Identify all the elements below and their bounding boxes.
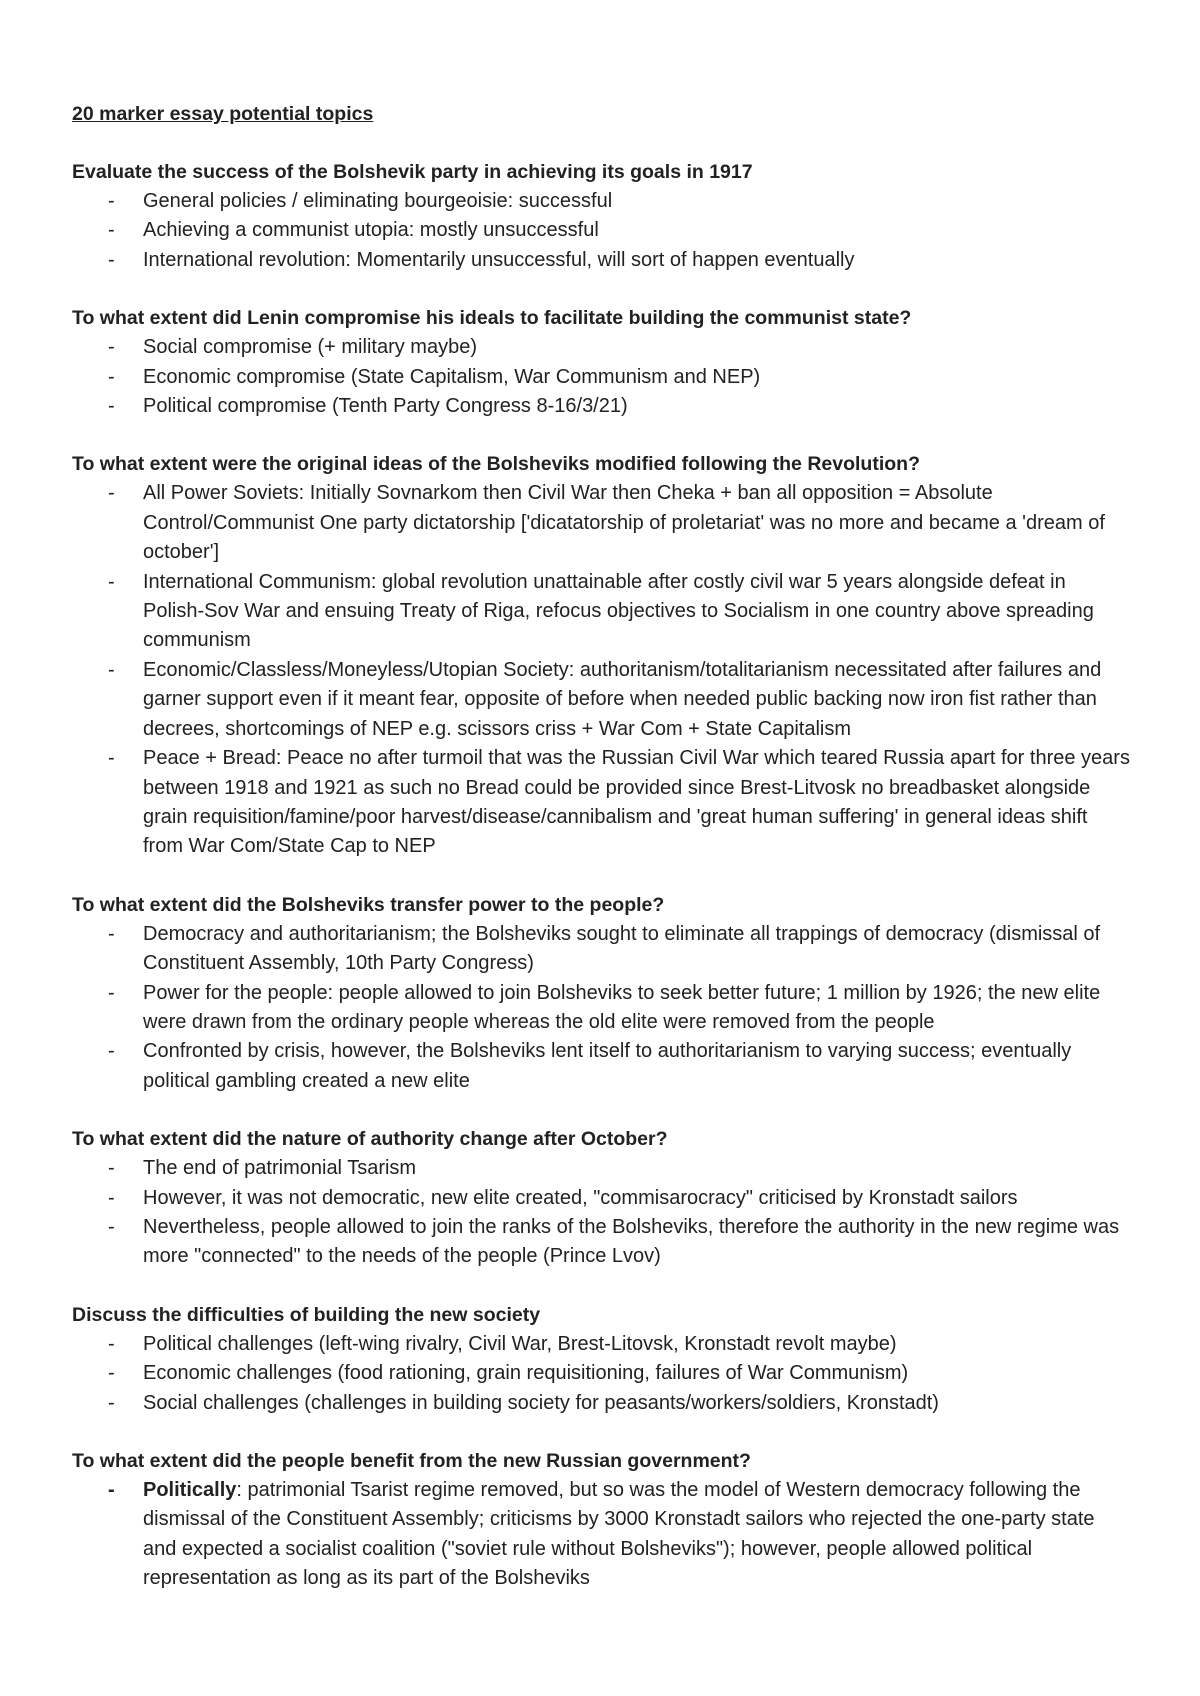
list-item xyxy=(72,363,1132,392)
list-item xyxy=(72,1476,1132,1594)
list-item xyxy=(72,1389,1132,1418)
essay-question-heading: Discuss the difficulties of building the new society xyxy=(72,1303,541,1326)
essay-topic-section xyxy=(72,1125,1132,1272)
bullet-list xyxy=(72,1476,1132,1594)
dash-bullet-icon: - xyxy=(108,1157,115,1180)
list-item-text: International Communism: global revolution unattainable after costly civil war 5 years alongside defeat in Polish-Sov War and ensuing Treaty of Riga, refocus objectives to Socialism in one country above spreading communism xyxy=(143,570,1094,652)
list-item xyxy=(72,392,1132,421)
list-item xyxy=(72,1330,1132,1359)
essay-topic-section xyxy=(72,158,1132,275)
list-item-text: : patrimonial Tsarist regime removed, but so was the model of Western democracy following the dismissal of the Constituent Assembly; criticisms by 3000 Kronstadt sailors who rejected the one-party state and expected a socialist coalition ("soviet rule without Bolsheviks"); however, people allowed political representation as long as its part of the Bolsheviks xyxy=(143,1479,1095,1590)
dash-bullet-icon: - xyxy=(108,395,115,418)
dash-bullet-icon: - xyxy=(108,336,115,359)
dash-bullet-icon: - xyxy=(108,658,115,681)
bullet-list xyxy=(72,1154,1132,1272)
list-item-text: All Power Soviets: Initially Sovnarkom then Civil War then Cheka + ban all opposition = Absolute Control/Communist One party dictatorship ['dicatatorship of proletariat' was no more and became a 'dream of october'] xyxy=(143,482,1105,564)
dash-bullet-icon: - xyxy=(108,1215,115,1238)
list-item-text: Confronted by crisis, however, the Bolsheviks lent itself to authoritarianism to varying success; eventually political gambling created a new elite xyxy=(143,1040,1072,1092)
list-item xyxy=(72,656,1132,744)
dash-bullet-icon: - xyxy=(108,570,115,593)
dash-bullet-icon: - xyxy=(108,1332,115,1355)
list-item xyxy=(72,216,1132,245)
bullet-list xyxy=(72,479,1132,861)
list-item xyxy=(72,1213,1132,1272)
dash-bullet-icon: - xyxy=(108,219,115,242)
list-item-text: Achieving a communist utopia: mostly unsuccessful xyxy=(143,219,599,242)
list-item xyxy=(72,920,1132,979)
list-item xyxy=(72,187,1132,216)
list-item xyxy=(72,479,1132,567)
list-item-text: Nevertheless, people allowed to join the ranks of the Bolsheviks, therefore the authority in the new regime was more "connected" to the needs of the people (Prince Lvov) xyxy=(143,1215,1120,1268)
dash-bullet-icon: - xyxy=(108,365,115,388)
bullet-list xyxy=(72,1330,1132,1418)
list-item xyxy=(72,1037,1132,1096)
dash-bullet-icon: - xyxy=(108,1479,115,1501)
dash-bullet-icon: - xyxy=(108,1186,115,1209)
list-item xyxy=(72,246,1132,275)
list-item xyxy=(72,1154,1132,1183)
essay-topic-section xyxy=(72,450,1132,861)
essay-question-heading: To what extent did the people benefit from the new Russian government? xyxy=(72,1450,751,1472)
list-item-text: International revolution: Momentarily unsuccessful, will sort of happen eventually xyxy=(143,248,855,271)
essay-question-heading: To what extent did the Bolsheviks transfer power to the people? xyxy=(72,893,665,916)
list-item-lead: Politically xyxy=(143,1479,237,1501)
essay-question-heading: Evaluate the success of the Bolshevik party in achieving its goals in 1917 xyxy=(72,161,753,183)
dash-bullet-icon: - xyxy=(108,248,115,271)
list-item-text: Democracy and authoritarianism; the Bolsheviks sought to eliminate all trappings of democracy (dismissal of Constituent Assembly, 10th Party Congress) xyxy=(143,922,1101,975)
dash-bullet-icon: - xyxy=(108,922,115,945)
dash-bullet-icon: - xyxy=(108,747,115,770)
dash-bullet-icon: - xyxy=(108,1362,115,1385)
dash-bullet-icon: - xyxy=(108,482,115,505)
essay-topic-section xyxy=(72,1447,1132,1594)
essay-question-heading: To what extent were the original ideas of the Bolsheviks modified following the Revolution? xyxy=(72,453,920,476)
essay-question-heading: To what extent did the nature of authority change after October? xyxy=(72,1128,668,1151)
list-item xyxy=(72,1359,1132,1388)
essay-topic-section xyxy=(72,304,1132,421)
list-item-text: The end of patrimonial Tsarism xyxy=(143,1157,417,1180)
list-item-text: Economic/Classless/Moneyless/Utopian Society: authoritanism/totalitarianism necessitated after failures and garner support even if it meant fear, opposite of before when needed public backing now iron fist rather than decrees, shortcomings of NEP e.g. scissors criss + War Com + State Capitalism xyxy=(143,658,1102,740)
list-item xyxy=(72,744,1132,862)
dash-bullet-icon: - xyxy=(108,190,115,212)
list-item-text: Political challenges (left-wing rivalry, Civil War, Brest-Litovsk, Kronstadt revolt maybe) xyxy=(143,1332,897,1355)
document-title: 20 marker essay potential topics xyxy=(72,103,374,125)
list-item-text: Peace + Bread: Peace no after turmoil that was the Russian Civil War which teared Russia apart for three years between 1918 and 1921 as such no Bread could be provided since Brest-Litvosk no breadbasket alongside grain requisition/famine/poor harvest/disease/cannibalism and 'great human suffering' in general ideas shift from War Com/State Cap to NEP xyxy=(143,747,1130,858)
list-item-text: Power for the people: people allowed to join Bolsheviks to seek better future; 1 million by 1926; the new elite were drawn from the ordinary people whereas the old elite were removed from the people xyxy=(143,981,1101,1033)
list-item-text: However, it was not democratic, new elite created, "commisarocracy" criticised by Kronstadt sailors xyxy=(143,1186,1018,1209)
dash-bullet-icon: - xyxy=(108,1391,115,1414)
bullet-list xyxy=(72,187,1132,275)
essay-topic-section xyxy=(72,891,1132,1096)
list-item-text: Economic compromise (State Capitalism, War Communism and NEP) xyxy=(143,365,761,388)
list-item-text: Economic challenges (food rationing, grain requisitioning, failures of War Communism) xyxy=(143,1362,909,1385)
bullet-list xyxy=(72,333,1132,421)
essay-question-heading: To what extent did Lenin compromise his ideals to facilitate building the communist state? xyxy=(72,307,912,330)
list-item-text: Social compromise (+ military maybe) xyxy=(143,336,477,359)
dash-bullet-icon: - xyxy=(108,981,115,1004)
dash-bullet-icon: - xyxy=(108,1040,115,1063)
list-item xyxy=(72,568,1132,656)
list-item xyxy=(72,979,1132,1038)
essay-topic-section xyxy=(72,1301,1132,1418)
list-item-text: Social challenges (challenges in building society for peasants/workers/soldiers, Kronstadt) xyxy=(143,1391,939,1414)
list-item xyxy=(72,1184,1132,1213)
bullet-list xyxy=(72,920,1132,1096)
list-item-text: Political compromise (Tenth Party Congress 8-16/3/21) xyxy=(143,395,628,418)
list-item xyxy=(72,333,1132,362)
list-item-text: General policies / eliminating bourgeoisie: successful xyxy=(143,190,613,212)
document-page xyxy=(72,100,1132,1623)
